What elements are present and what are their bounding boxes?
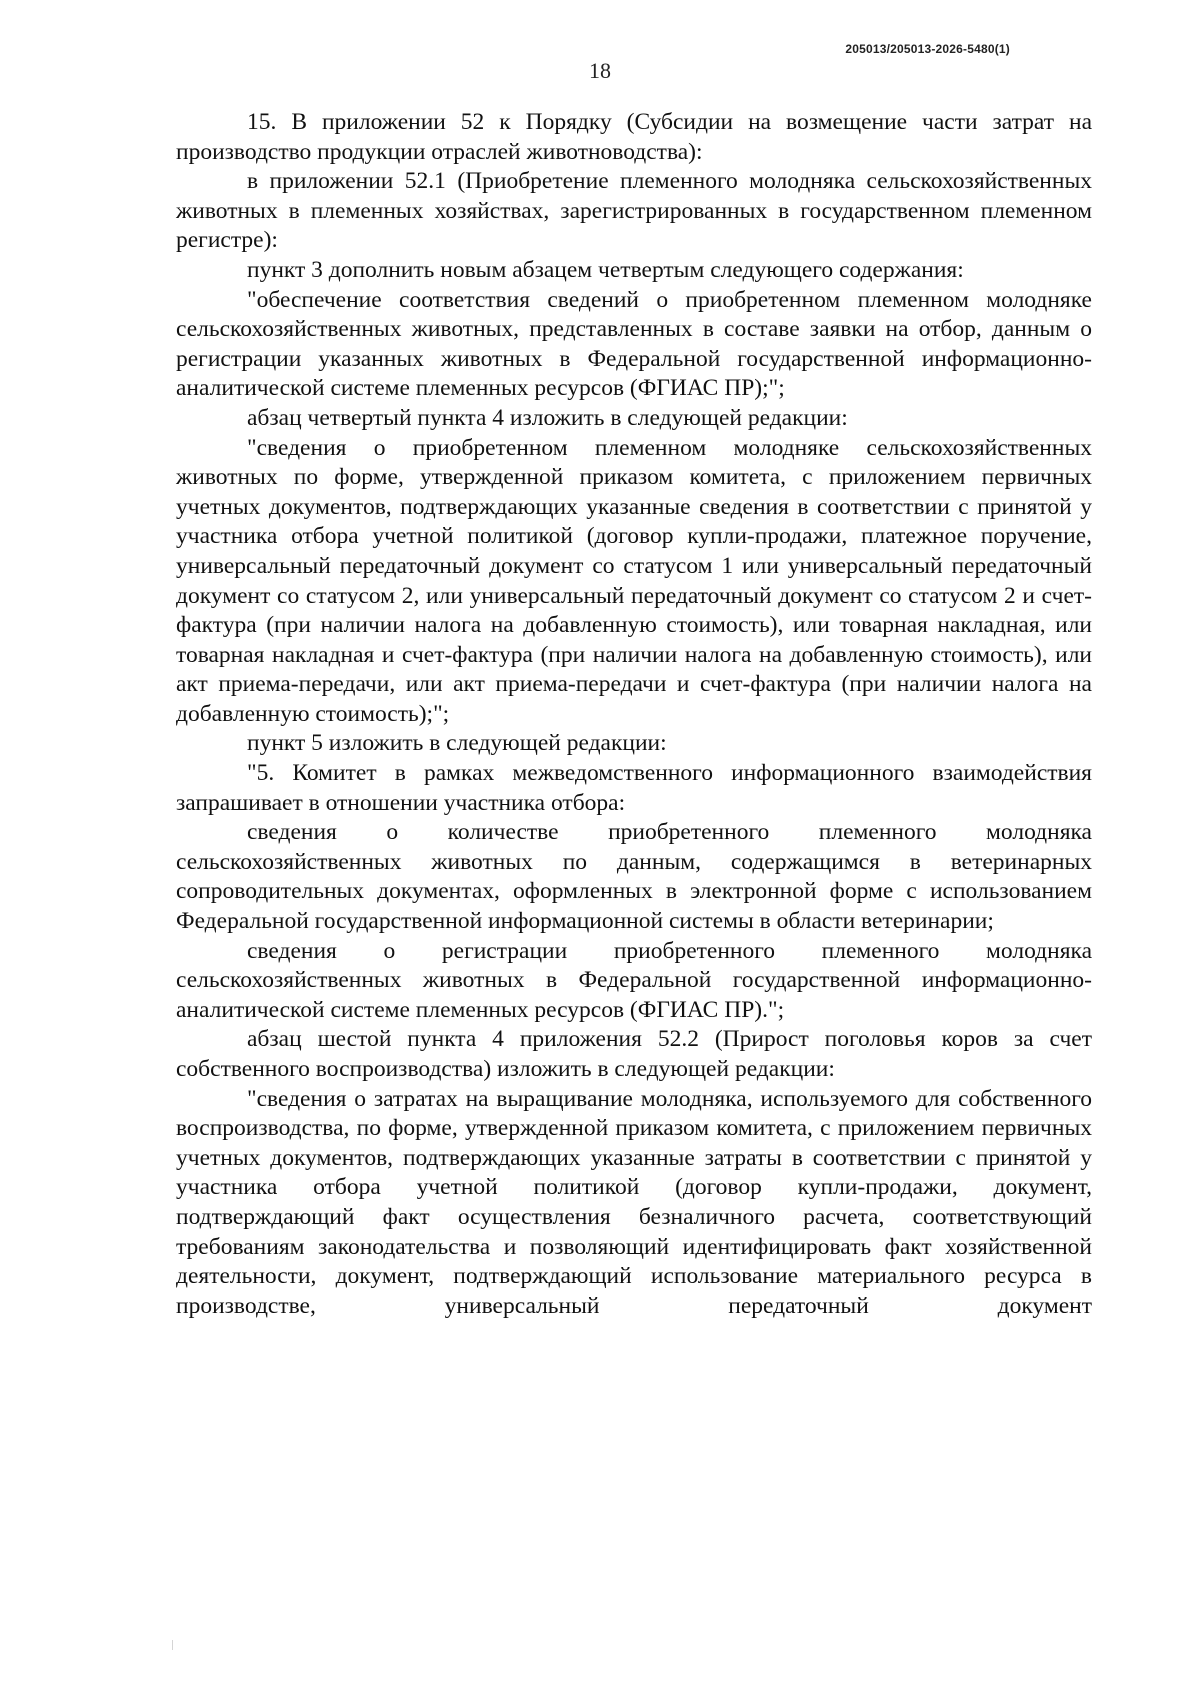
paragraph-point-5-new-text: "5. Комитет в рамках межведомственного информационного взаимодействия запрашивает в отношении участника отбора: [176,760,1092,816]
page-number: 18 [589,58,611,83]
paragraph-item-15-intro: 15. В приложении 52 к Порядку (Субсидии на возмещение части затрат на производство продукции отраслей животноводства): [176,109,1092,165]
paragraph-appendix-52-2-new-text: "сведения о затратах на выращивание молодняка, используемого для собственного воспроизводства, по форме, утвержденной приказом комитета, с приложением первичных учетных документов, подтверждающих указанные затраты в соответствии с принятой у участника отбора учетной политикой (договор купли-продажи, документ, подтверждающий факт осуществления безналичного расчета, соответствующий требованиям законодательства и позволяющий идентифицировать факт хозяйственной деятельности, документ, подтверждающий использование материального ресурса в производстве, универсальный передаточный документ [176,1085,1092,1319]
paragraph-point-3-new-text: "обеспечение соответствия сведений о приобретенном племенном молодняке сельскохозяйственных животных, представленных в составе заявки на отбор, данным о регистрации указанных животных в Федеральной государственной информационно-аналитической системе племенных ресурсов (ФГИАС ПР);"; [176,286,1092,402]
paragraph-appendix-52-2: абзац шестой пункта 4 приложения 52.2 (Прирост поголовья коров за счет собственного воспроизводства) изложить в следующей редакции: [176,1026,1092,1082]
paragraph-registration-data: сведения о регистрации приобретенного племенного молодняка сельскохозяйственных животных в Федеральной государственной информационно-аналитической системе племенных ресурсов (ФГИАС ПР)."; [176,937,1092,1023]
scan-mark [172,1640,173,1650]
paragraph-point-4-new-text: "сведения о приобретенном племенном молодняке сельскохозяйственных животных по форме, утвержденной приказом комитета, с приложением первичных учетных документов, подтверждающих указанные сведения в соответствии с принятой у участника отбора учетной политикой (договор купли-продажи, платежное поручение, универсальный передаточный документ со статусом 1 или универсальный передаточный документ со статусом 2, или универсальный передаточный документ со статусом 2 и счет-фактура (при наличии налога на добавленную стоимость), или товарная накладная, или товарная накладная и счет-фактура (при наличии налога на добавленную стоимость), или акт приема-передачи, или акт приема-передачи и счет-фактура (при наличии налога на добавленную стоимость);"; [176,434,1092,727]
paragraph-point-4-amendment: абзац четвертый пункта 4 изложить в следующей редакции: [247,404,848,431]
paragraph-point-5-amendment: пункт 5 изложить в следующей редакции: [247,730,667,757]
document-body [176,108,1092,1321]
paragraph-veterinary-data: сведения о количестве приобретенного племенного молодняка сельскохозяйственных животных по данным, содержащимся в ветеринарных сопроводительных документах, оформленных в электронной форме с использованием Федеральной государственной информационной системы в области ветеринарии; [176,819,1092,935]
paragraph-point-3-amendment: пункт 3 дополнить новым абзацем четвертым следующего содержания: [247,256,964,283]
document-registration-code: 205013/205013-2026-5480(1) [845,42,1010,56]
paragraph-appendix-52-1: в приложении 52.1 (Приобретение племенного молодняка сельскохозяйственных животных в племенных хозяйствах, зарегистрированных в государственном племенном регистре): [176,168,1092,254]
